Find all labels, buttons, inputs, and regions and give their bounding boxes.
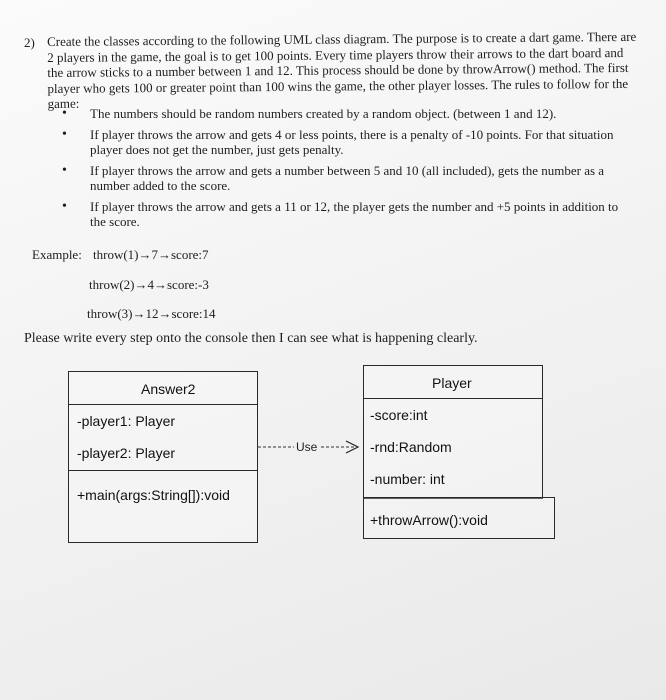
relation-label: Use — [296, 440, 318, 454]
class-name-player: Player — [432, 375, 472, 391]
attribute-player1: -player1: Player — [77, 413, 176, 429]
methods-section — [69, 470, 257, 542]
attribute-player2: -player2: Player — [77, 445, 176, 461]
uml-class-player — [363, 365, 543, 499]
player-methods-section — [363, 497, 555, 539]
rule-item: • If player throws the arrow and gets 4 or less points, there is a penalty of -10 points. For that situation player does not get the number, just gets penalty. — [62, 127, 622, 158]
attribute-score: -score:int — [370, 407, 428, 423]
method-main: +main(args:String[]):void — [77, 487, 230, 503]
attributes-section — [364, 398, 542, 498]
attribute-rnd: -rnd:Random — [370, 439, 452, 455]
question-number: 2) — [24, 35, 35, 50]
instruction-note: Please write every step onto the console then I can see what is happening clearly. — [24, 331, 478, 346]
example-line: throw(1)→7→score:7 — [93, 247, 209, 262]
rules-list — [62, 106, 622, 235]
question-paragraph: Create the classes according to the following UML class diagram. The purpose is to create a dart game. There are 2 players in the game, the goal is to get 100 points. Every time players throw their arrows to the dart board and the arrow sticks to a number between 1 and 12. This process should be done by throwArrow() method. The first player who gets 100 or greater point than 100 wins the game, the other player losses. The rules to follow for the game: — [47, 28, 637, 111]
example-label: Example: — [32, 247, 82, 262]
attribute-number: -number: int — [370, 471, 445, 487]
example-line: throw(2)→4→score:-3 — [89, 277, 209, 292]
class-name-answer2: Answer2 — [141, 381, 196, 397]
example-line: throw(3)→12→score:14 — [87, 306, 216, 321]
rule-item: • The numbers should be random numbers created by a random object. (between 1 and 12). — [62, 106, 622, 122]
rule-item: • If player throws the arrow and gets a number between 5 and 10 (all included), gets the number as a number added to the score. — [62, 163, 622, 194]
method-throwarrow: +throwArrow():void — [370, 512, 488, 528]
use-dependency-arrow — [258, 438, 368, 456]
uml-class-answer2 — [68, 371, 258, 543]
rule-item: • If player throws the arrow and gets a 11 or 12, the player gets the number and +5 points in addition to the score. — [62, 199, 622, 230]
